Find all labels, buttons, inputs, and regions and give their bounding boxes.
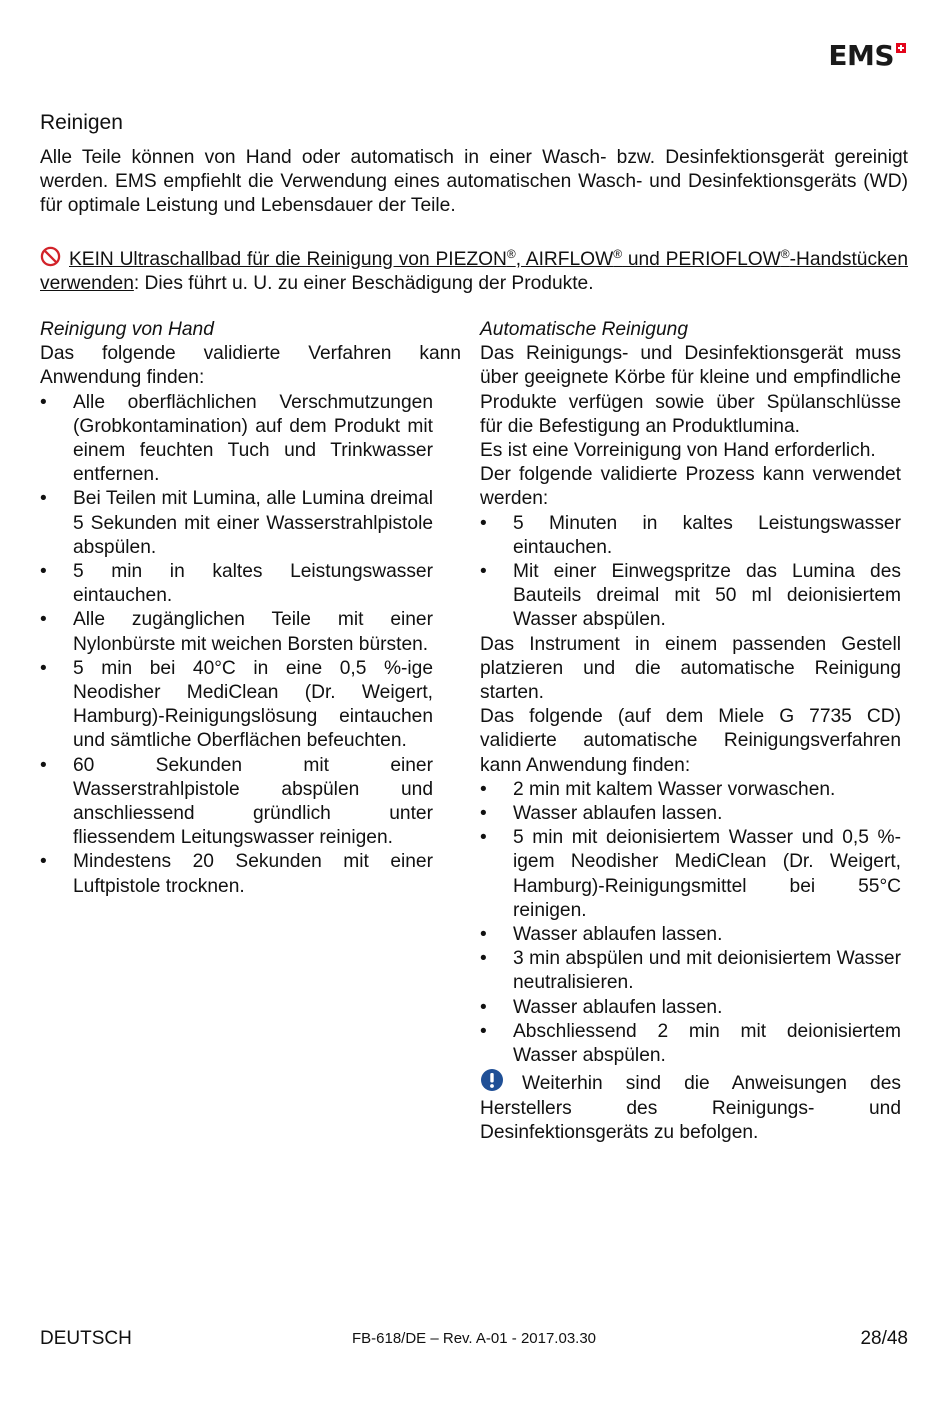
pre-cleaning-list <box>480 512 901 633</box>
list-item: • Wasser ablaufen lassen. <box>480 923 901 947</box>
intro-paragraph: Alle Teile können von Hand oder automatisch in einer Wasch- bzw. Desinfektionsgerät gereinigt werden. EMS empfiehlt die Verwendung eines automatischen Wasch- und Desinfektionsgeräts (WD) für optimale Leistung und Lebensdauer der Teile. <box>40 147 908 217</box>
automatic-paragraph-1: Das Reinigungs- und Desinfektionsgerät muss über geeignete Körbe für kleine und empfindliche Produkte verfügen sowie über Spülanschlüsse für die Befestigung an Produktlumina. <box>480 343 901 437</box>
section-title: Reinigen <box>40 111 123 134</box>
automatic-steps-list <box>480 778 901 1068</box>
automatic-cleaning-column <box>480 318 901 1145</box>
list-item: • Mit einer Einwegspritze das Lumina des Bauteils dreimal mit 50 ml deionisiertem Wasser abspülen. <box>480 560 901 633</box>
list-item: • 5 min in kaltes Leistungswasser eintauchen. <box>40 560 433 608</box>
note-text: Weiterhin sind die Anweisungen des Herstellers des Reinigungs- und Desinfektionsgeräts zu befolgen. <box>480 1073 901 1143</box>
automatic-paragraph-5: Das folgende (auf dem Miele G 7735 CD) validierte automatische Reinigungsverfahren kann Anwendung finden: <box>480 706 901 776</box>
manual-steps-list <box>40 391 433 899</box>
list-item: • 2 min mit kaltem Wasser vorwaschen. <box>480 778 901 802</box>
list-item: • Abschliessend 2 min mit deionisiertem Wasser abspülen. <box>480 1020 901 1068</box>
manufacturer-note <box>480 1068 901 1145</box>
automatic-paragraph-4: Das Instrument in einem passenden Gestell platzieren und die automatische Reinigung starten. <box>480 633 901 704</box>
warning-text-2: , AIRFLOW <box>515 249 614 270</box>
list-item: • Alle oberflächlichen Verschmutzungen (Grobkontamination) auf dem Produkt mit einem feuchten Tuch und Trinkwasser entfernen. <box>40 391 433 488</box>
footer-page-number: 28/48 <box>860 1328 908 1349</box>
swiss-cross-icon <box>896 43 906 53</box>
warning-text-5: : Dies führt u. U. zu einer Beschädigung der Produkte. <box>133 273 594 295</box>
list-item: • 3 min abspülen und mit deionisiertem Wasser neutralisieren. <box>480 947 901 995</box>
list-item: • Mindestens 20 Sekunden mit einer Luftpistole trocknen. <box>40 850 433 898</box>
registered-mark: ® <box>506 247 516 261</box>
prohibition-icon <box>40 246 61 267</box>
list-item: • Wasser ablaufen lassen. <box>480 802 901 826</box>
list-item: • 5 min bei 40°C in eine 0,5 %-ige Neodisher MediClean (Dr. Weigert, Hamburg)-Reinigungslösung eintauchen und sämtliche Oberflächen befeuchten. <box>40 657 433 754</box>
footer-language: DEUTSCH <box>40 1328 132 1349</box>
footer-document-reference: FB-618/DE – Rev. A-01 - 2017.03.30 <box>351 1330 597 1347</box>
list-item: • Bei Teilen mit Lumina, alle Lumina dreimal 5 Sekunden mit einer Wasserstrahlpistole abspülen. <box>40 487 433 560</box>
list-item: • 5 min mit deionisiertem Wasser und 0,5 %-igem Neodisher MediClean (Dr. Weigert, Hamburg)-Reinigungsmittel bei 55°C reinigen. <box>480 826 901 923</box>
registered-mark: ® <box>780 247 790 261</box>
list-item: • 5 Minuten in kaltes Leistungswasser eintauchen. <box>480 512 901 560</box>
ems-logo <box>828 39 906 72</box>
manual-cleaning-column <box>40 318 461 899</box>
info-exclamation-icon <box>480 1068 504 1092</box>
logo-text: EMS <box>828 39 894 72</box>
warning-text-3: und PERIOFLOW <box>622 249 781 270</box>
list-item: • Wasser ablaufen lassen. <box>480 996 901 1020</box>
list-item: • 60 Sekunden mit einer Wasserstrahlpistole abspülen und anschliessend gründlich unter fliessendem Leitungswasser reinigen. <box>40 754 433 851</box>
automatic-paragraph-3: Der folgende validierte Prozess kann verwendet werden: <box>480 464 901 510</box>
page-footer <box>40 1327 908 1351</box>
manual-cleaning-heading: Reinigung von Hand <box>40 319 214 340</box>
warning-text-1: KEIN Ultraschallbad für die Reinigung von PIEZON <box>69 249 507 270</box>
automatic-paragraph-2: Es ist eine Vorreinigung von Hand erforderlich. <box>480 440 876 462</box>
warning-text-4: -Handstücken verwenden <box>40 249 909 295</box>
manual-lead: Das folgende validierte Verfahren kann Anwendung finden: <box>40 343 461 389</box>
warning-paragraph <box>40 246 908 296</box>
registered-mark: ® <box>613 247 623 261</box>
list-item: • Alle zugänglichen Teile mit einer Nylonbürste mit weichen Borsten bürsten. <box>40 608 433 656</box>
automatic-cleaning-heading: Automatische Reinigung <box>480 319 688 340</box>
